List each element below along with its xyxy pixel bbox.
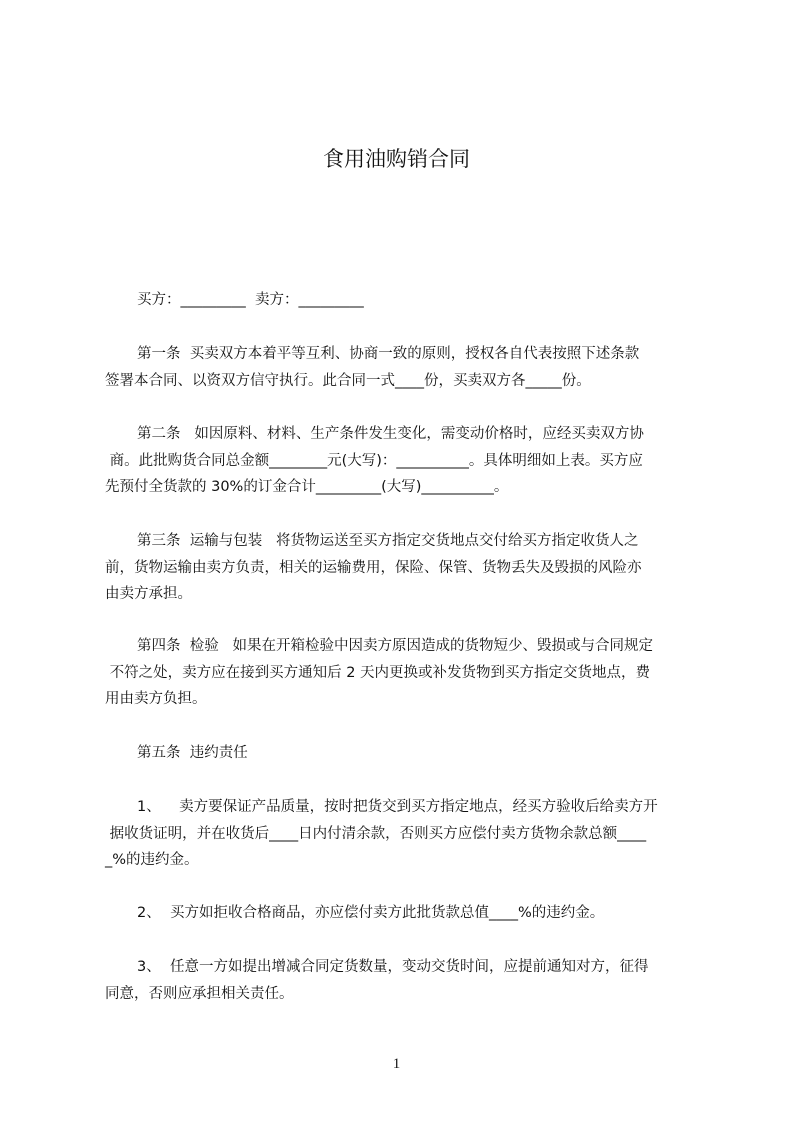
article-2-line: 第二条 如因原料、材料、生产条件发生变化，需变动价格时，应经买卖双方协 xyxy=(137,426,644,442)
page-number: 1 xyxy=(392,1056,401,1072)
clause-3 xyxy=(105,954,695,1007)
clause-1-line: 据收货证明，并在收货后____日内付清余款，否则买方应偿付卖方货物余款总额____ xyxy=(105,825,647,842)
article-3-line: 前，货物运输由卖方负责，相关的运输费用，保险、保管、货物丢失及毁损的风险亦 xyxy=(105,559,642,576)
article-5-text: 第五条 违约责任 xyxy=(137,745,248,761)
article-3 xyxy=(105,528,695,608)
article-1-line: 第一条 买卖双方本着平等互利、协商一致的原则，授权各自代表按照下述条款 xyxy=(137,346,640,362)
article-2-line: 商。此批购货合同总金额________元(大写)：__________。具体明细如上表。买方应 xyxy=(105,452,643,469)
article-3-line: 由卖方承担。 xyxy=(105,586,192,602)
clause-2 xyxy=(105,900,695,927)
clause-1-line: _%的违约金。 xyxy=(105,852,199,868)
article-2 xyxy=(105,421,695,501)
clause-2-text: 2、 买方如拒收合格商品，亦应偿付卖方此批货款总值____%的违约金。 xyxy=(137,905,605,921)
article-4 xyxy=(105,633,695,713)
clause-3-line: 3、 任意一方如提出增减合同定货数量，变动交货时间，应提前通知对方，征得 xyxy=(137,959,649,975)
clause-1 xyxy=(105,794,695,874)
clause-3-line: 同意，否则应承担相关责任。 xyxy=(105,985,294,1002)
document-title: 食用油购销合同 xyxy=(323,147,470,171)
parties-line xyxy=(105,287,695,314)
article-1 xyxy=(105,341,695,394)
article-1-line: 签署本合同、以资双方信守执行。此合同一式____份，买卖双方各_____份。 xyxy=(105,372,591,389)
article-2-line: 先预付全货款的 30%的订金合计_________(大写)__________。 xyxy=(105,479,509,495)
article-4-line: 第四条 检验 如果在开箱检验中因卖方原因造成的货物短少、毁损或与合同规定 xyxy=(137,638,654,654)
clause-1-line: 1、 卖方要保证产品质量，按时把货交到买方指定地点，经买方验收后给卖方开 xyxy=(137,799,658,815)
article-4-line: 用由卖方负担。 xyxy=(105,691,207,707)
article-5-heading xyxy=(105,740,695,767)
article-4-line: 不符之处，卖方应在接到买方通知后 2 天内更换或补发货物到买方指定交货地点，费 xyxy=(105,664,651,681)
parties-text: 买方：_________ 卖方：_________ xyxy=(137,292,364,308)
article-3-line: 第三条 运输与包装 将货物运送至买方指定交货地点交付给买方指定收货人之 xyxy=(137,533,639,549)
